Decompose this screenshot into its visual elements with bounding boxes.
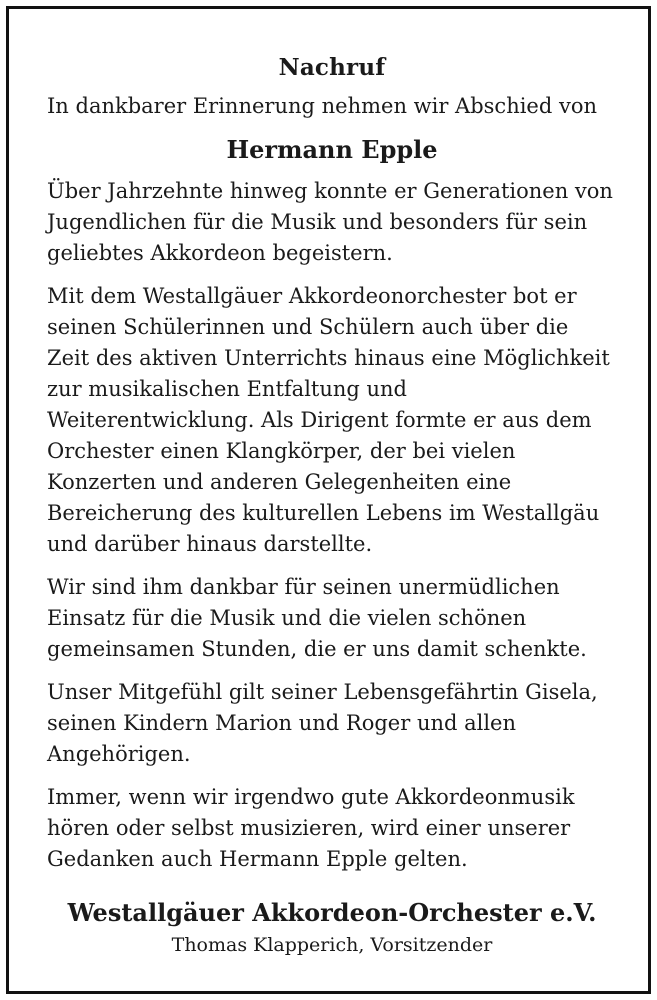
paragraph-5: Immer, wenn wir irgendwo gute Akkordeonmusik hören oder selbst musizieren, wird einer unserer Gedanken auch Hermann Epple gelten. <box>47 785 575 871</box>
deceased-name: Hermann Epple <box>226 135 438 164</box>
paragraph-1: Über Jahrzehnte hinweg konnte er Generationen von Jugendlichen für die Musik und besonders für sein geliebtes Akkordeon begeistern. <box>47 179 613 265</box>
notice-content <box>47 53 617 959</box>
signer-name: Thomas Klapperich, Vorsitzender <box>171 934 493 956</box>
paragraph-4: Unser Mitgefühl gilt seiner Lebensgefährtin Gisela, seinen Kindern Marion und Roger und allen Angehörigen. <box>47 680 598 766</box>
paragraph-3: Wir sind ihm dankbar für seinen unermüdlichen Einsatz für die Musik und die vielen schönen gemeinsamen Stunden, die er uns damit schenkte. <box>47 575 587 661</box>
notice-title: Nachruf <box>278 54 386 81</box>
intro-text: In dankbarer Erinnerung nehmen wir Abschied von <box>47 94 598 118</box>
paragraph-2: Mit dem Westallgäuer Akkordeonorchester bot er seinen Schülerinnen und Schülern auch über die Zeit des aktiven Unterrichts hinaus eine Möglichkeit zur musikalischen Entfaltung und Weiterentwicklung. Als Dirigent formte er aus dem Orchester einen Klangkörper, der bei vielen Konzerten und anderen Gelegenheiten eine Bereicherung des kulturellen Lebens im Westallgäu und darüber hinaus darstellte. <box>47 284 610 556</box>
notice-frame <box>6 6 651 994</box>
organization-name: Westallgäuer Akkordeon-Orchester e.V. <box>67 898 597 927</box>
